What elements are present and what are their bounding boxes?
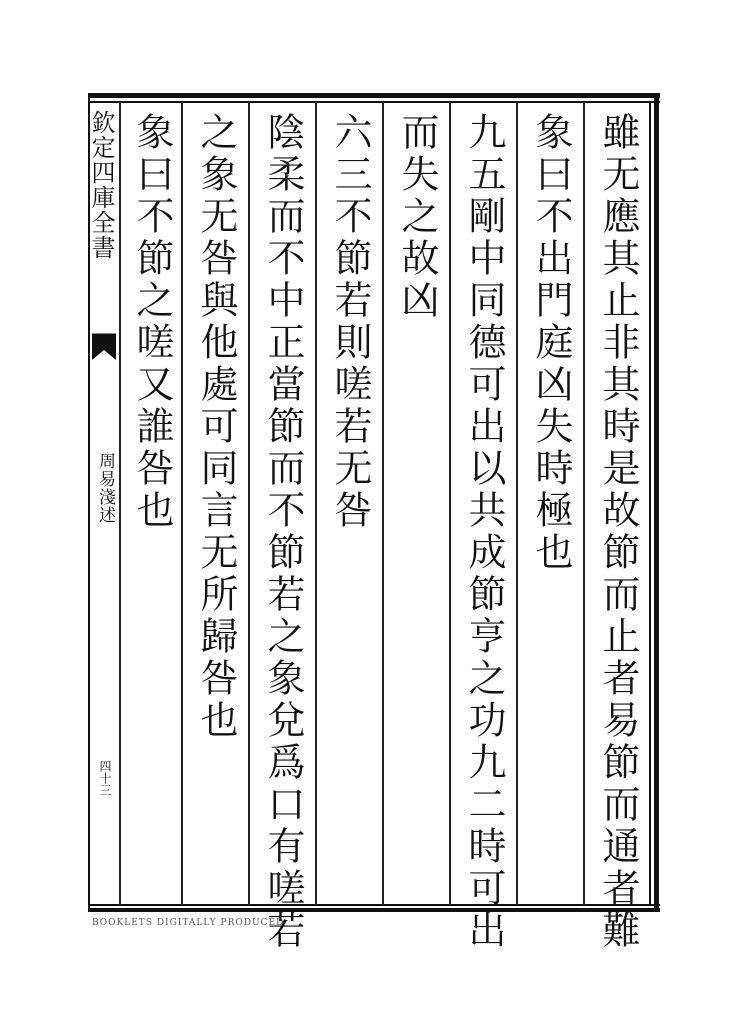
page-number: 四十三 — [98, 760, 112, 796]
fishtail-ornament-icon — [91, 332, 117, 362]
scan-footer-text: BOOKLETS DIGITALLY PRODUCED — [92, 918, 285, 928]
column-rule — [583, 101, 585, 905]
frame-top-inner-border — [88, 101, 660, 103]
column-rule — [181, 101, 183, 905]
column-rule — [119, 101, 121, 905]
column-rule — [248, 101, 250, 905]
frame-bottom-inner-border — [88, 904, 660, 906]
column-rule — [449, 101, 451, 905]
text-column-5: 六三不節若則嗟若无咎 — [328, 112, 372, 532]
frame-right-inner-border — [649, 101, 651, 906]
book-title: 周易淺述 — [95, 452, 115, 524]
frame-bottom-border — [88, 908, 660, 912]
text-column-7: 之象无咎與他處可同言无所歸咎也 — [194, 112, 238, 742]
column-rule — [516, 101, 518, 905]
frame-top-border — [88, 93, 660, 98]
collection-title: 欽定四庫全書 — [87, 110, 115, 260]
column-rule — [315, 101, 317, 905]
text-column-6: 陰柔而不中正當節而不節若之象兌爲口有嗟若 — [261, 112, 305, 952]
text-column-8: 象曰不節之嗟又誰咎也 — [130, 112, 174, 532]
text-column-4: 而失之故凶 — [395, 112, 439, 322]
frame-right-border — [654, 93, 659, 912]
text-column-2: 象曰不出門庭凶失時極也 — [529, 112, 573, 574]
text-column-1: 雖无應其止非其時是故節而止者易節而通者難 — [596, 112, 640, 952]
text-column-3: 九五剛中同德可出以共成節亨之功九二時可出 — [462, 112, 506, 952]
column-rule — [382, 101, 384, 905]
